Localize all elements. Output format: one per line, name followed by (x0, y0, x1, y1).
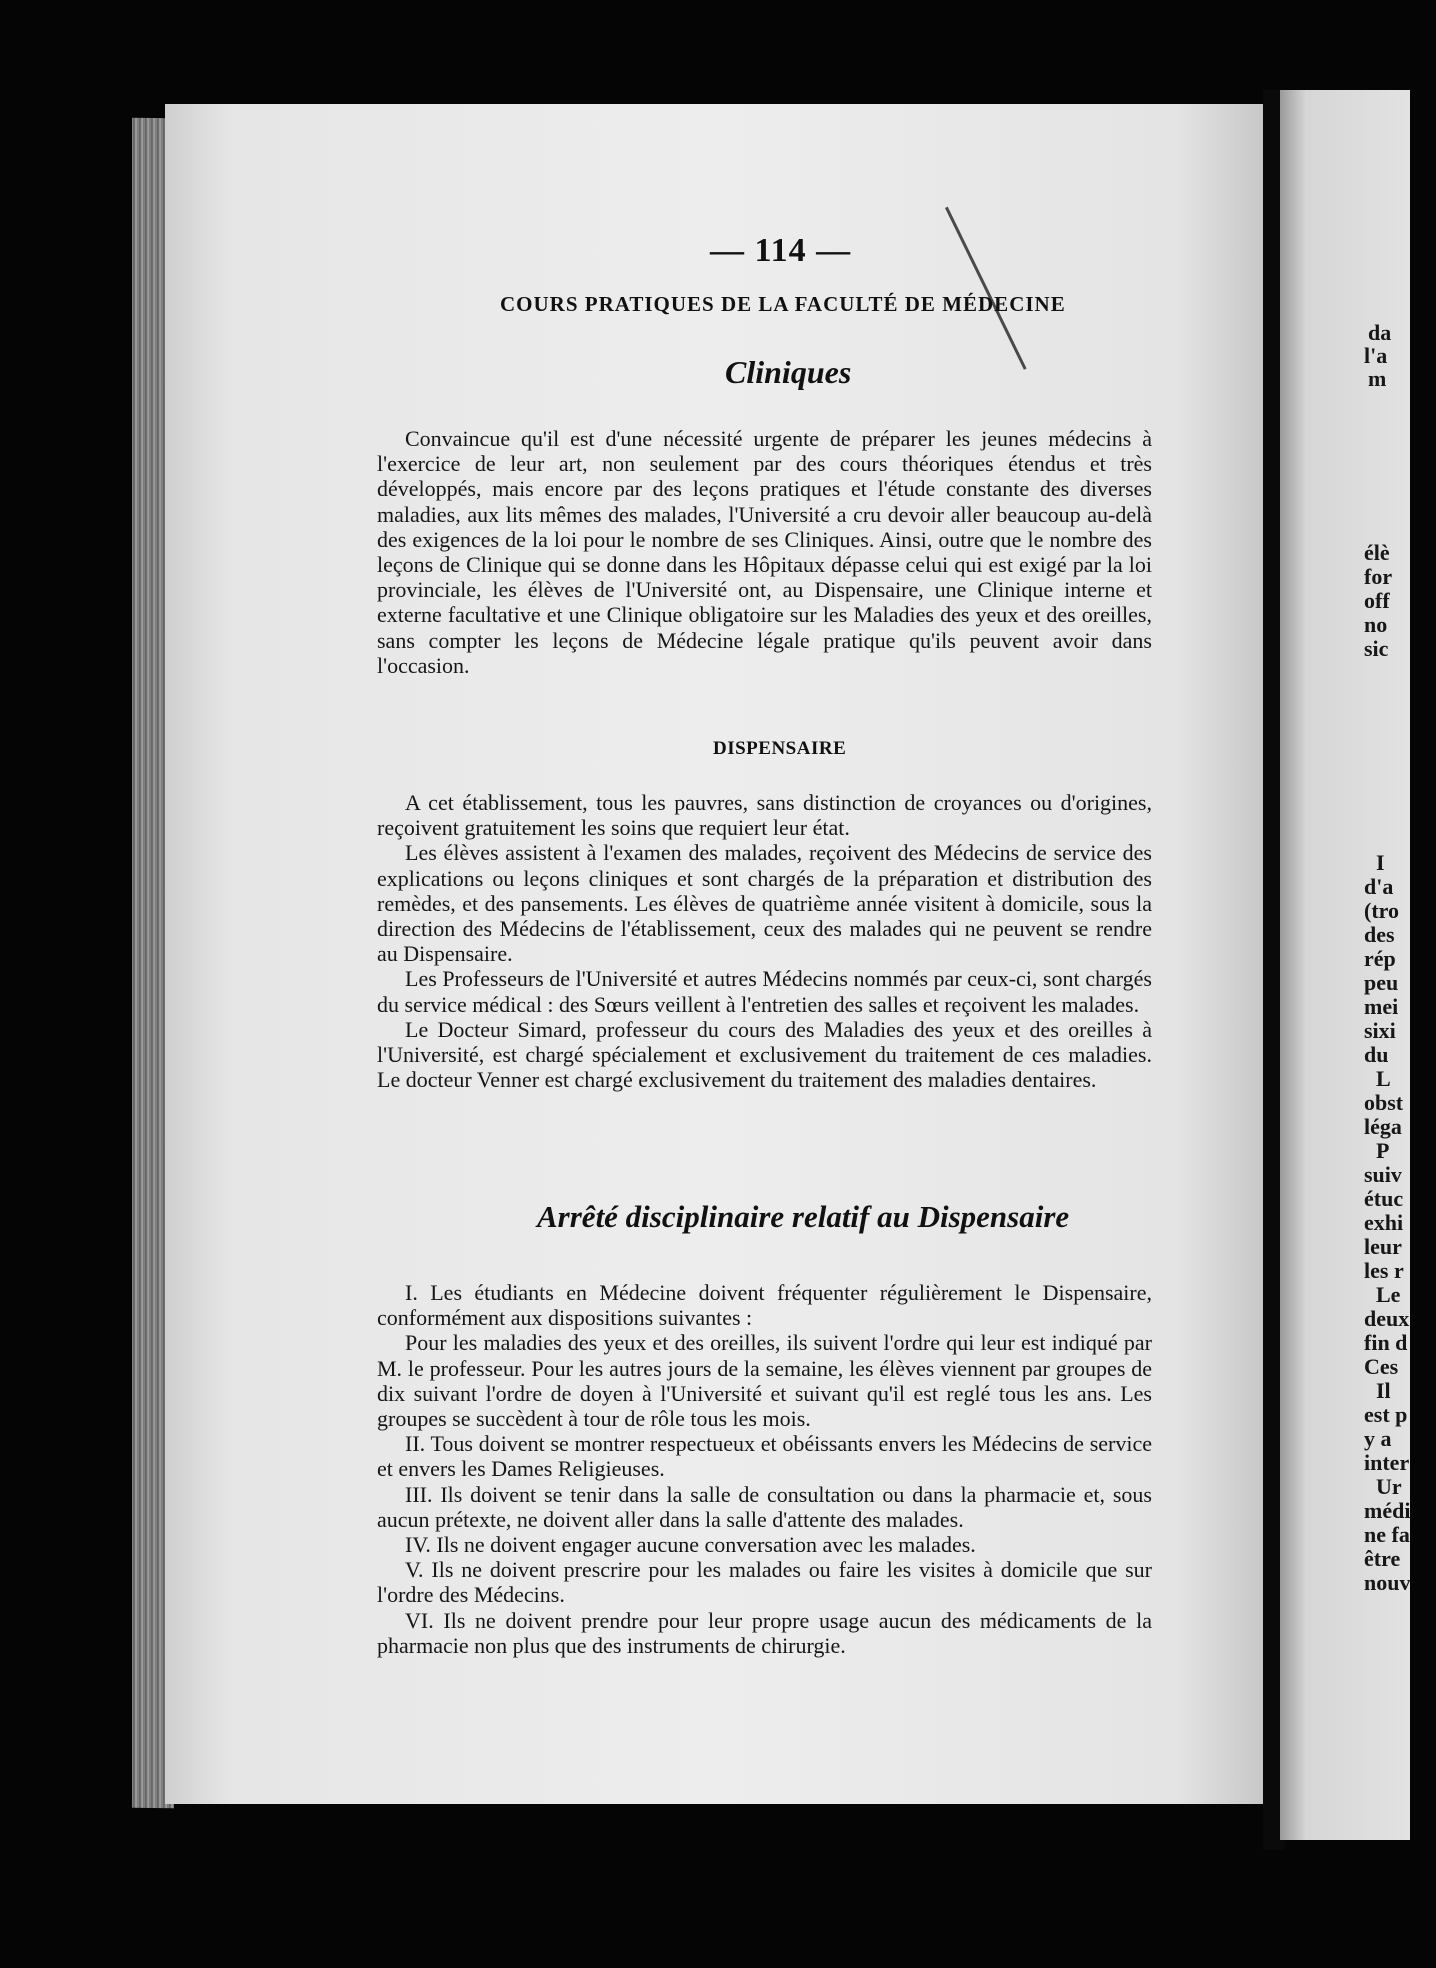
rule-item: IV. Ils ne doivent engager aucune conversation avec les malades. (405, 1532, 976, 1558)
page-crease (945, 207, 1027, 370)
fragment-text: ne fa (1364, 1522, 1410, 1547)
rule-item: Pour les maladies des yeux et des oreilles, ils suivent l'ordre qui leur est indiqué par M. le professeur. Pour les autres jours de la semaine, les élèves viennent par groupes de dix suivant l'ordre de doyen à l'Université et suivant qu'il est reglé tous les ans. Les groupes se succèdent à tour de rôle tous les mois. (377, 1330, 1152, 1432)
rule-item: V. Ils ne doivent prescrire pour les malades ou faire les visites à domicile que sur l'ordre des Médecins. (377, 1557, 1152, 1608)
fragment-text: y a (1364, 1426, 1392, 1451)
fragment-text: Ces (1364, 1354, 1399, 1379)
section-title-dispensaire: DISPENSAIRE (713, 738, 847, 759)
fragment-text: for (1364, 564, 1393, 589)
fragment-text: P (1376, 1138, 1390, 1163)
fragment-text: du (1364, 1042, 1389, 1067)
fragment-text: L (1376, 1066, 1391, 1091)
section-title-arrete: Arrêté disciplinaire relatif au Dispensaire (537, 1199, 1070, 1234)
fragment-text: élè (1364, 540, 1390, 565)
fragment-text: les r (1364, 1258, 1404, 1283)
fragment-text: sic (1364, 636, 1389, 661)
fragment-text: da (1368, 320, 1392, 345)
paragraph: Convaincue qu'il est d'une nécessité urgente de préparer les jeunes médecins à l'exercice de leur art, non seulement par des cours théoriques étendus et très développés, mais encore par des leçons pratiques et l'étude constante des diverses maladies, aux lits mêmes des malades, l'Université a cru devoir aller beaucoup au-delà des exigences de la loi pour le nombre de ses Cliniques. Ainsi, outre que le nombre des leçons de Clinique qui se donne dans les Hôpitaux dépasse celui qui est exigé par la loi provinciale, les élèves de l'Université ont, au Dispensaire, une Clinique interne et externe facultative et une Clinique obligatoire sur les Maladies des yeux et des oreilles, sans compter les leçons de Médecine légale pratique qu'ils peuvent avoir dans l'occasion. (377, 426, 1152, 678)
paragraph: Le Docteur Simard, professeur du cours des Maladies des yeux et des oreilles à l'Université, est chargé spécialement et exclusivement du traitement de ces maladies. Le docteur Venner est chargé exclusivement du traitement des maladies dentaires. (377, 1016, 1152, 1093)
fragment-text: inter (1364, 1450, 1410, 1475)
rule-item: I. Les étudiants en Médecine doivent fréquenter régulièrement le Dispensaire, conformément aux dispositions suivantes : (377, 1280, 1152, 1331)
fragment-text: suiv (1364, 1162, 1402, 1187)
paragraph: Les Professeurs de l'Université et autres Médecins nommés par ceux-ci, sont chargés du service médical : des Sœurs veillent à l'entretien des salles et reçoivent les malades. (377, 966, 1152, 1017)
fragment-text: l'a (1364, 343, 1388, 368)
cliniques-text (377, 426, 1152, 678)
fragment-text: d'a (1364, 874, 1394, 899)
running-title: COURS PRATIQUES DE LA FACULTÉ DE MÉDECINE (500, 292, 1066, 316)
rule-item: III. Ils doivent se tenir dans la salle de consultation ou dans la pharmacie et, sous aucun prétexte, ne doivent aller dans la salle d'attente des malades. (377, 1481, 1152, 1532)
fragment-text: Ur (1376, 1474, 1402, 1499)
fragment-text: fin d (1364, 1330, 1408, 1355)
fragment-text: rép (1364, 946, 1396, 971)
fragment-text: est p (1364, 1402, 1408, 1427)
page-number: — 114 — (710, 232, 852, 269)
fragment-text: (tro (1364, 898, 1400, 923)
arrete-rules (377, 1280, 1152, 1658)
fragment-text: leur (1364, 1234, 1402, 1259)
fragment-text: m (1368, 366, 1387, 391)
fragment-text: Il (1376, 1378, 1391, 1403)
fragment-text: mei (1364, 994, 1399, 1019)
fragment-text: léga (1364, 1114, 1402, 1139)
fragment-text: peu (1364, 970, 1399, 995)
paragraph: A cet établissement, tous les pauvres, sans distinction de croyances ou d'origines, reçoivent gratuitement les soins que requiert leur état. (377, 790, 1152, 841)
fragment-text: I (1376, 850, 1385, 875)
section-title-cliniques: Cliniques (725, 354, 852, 390)
rule-item: II. Tous doivent se montrer respectueux et obéissants envers les Médecins de service et envers les Dames Religieuses. (377, 1431, 1152, 1482)
fragment-text: médi (1364, 1498, 1411, 1523)
fragment-text: étuc (1364, 1186, 1404, 1211)
fragment-text: exhi (1364, 1210, 1404, 1235)
fragment-text: nouv (1364, 1570, 1411, 1595)
fragment-text: obst (1364, 1090, 1404, 1115)
fragment-text: sixi (1364, 1018, 1396, 1043)
fragment-text: être (1364, 1546, 1401, 1571)
rule-item: VI. Ils ne doivent prendre pour leur propre usage aucun des médicaments de la pharmacie non plus que des instruments de chirurgie. (377, 1607, 1152, 1658)
left-page (165, 104, 1263, 1804)
fragment-text: off (1364, 588, 1390, 613)
fragment-text: des (1364, 922, 1395, 947)
fragment-text: Le (1376, 1282, 1401, 1307)
fragment-text: deux (1364, 1306, 1410, 1331)
paragraph: Les élèves assistent à l'examen des malades, reçoivent des Médecins de service des explications ou leçons cliniques et sont chargés de la préparation et distribution des remèdes, et des pansements. Les élèves de quatrième année visitent à domicile, sous la direction des Médecins de l'établissement, ceux des malades qui ne peuvent se rendre au Dispensaire. (377, 840, 1152, 967)
fragment-text: no (1364, 612, 1388, 637)
dispensaire-text (377, 790, 1152, 1092)
right-page-fragment (1280, 90, 1410, 1840)
